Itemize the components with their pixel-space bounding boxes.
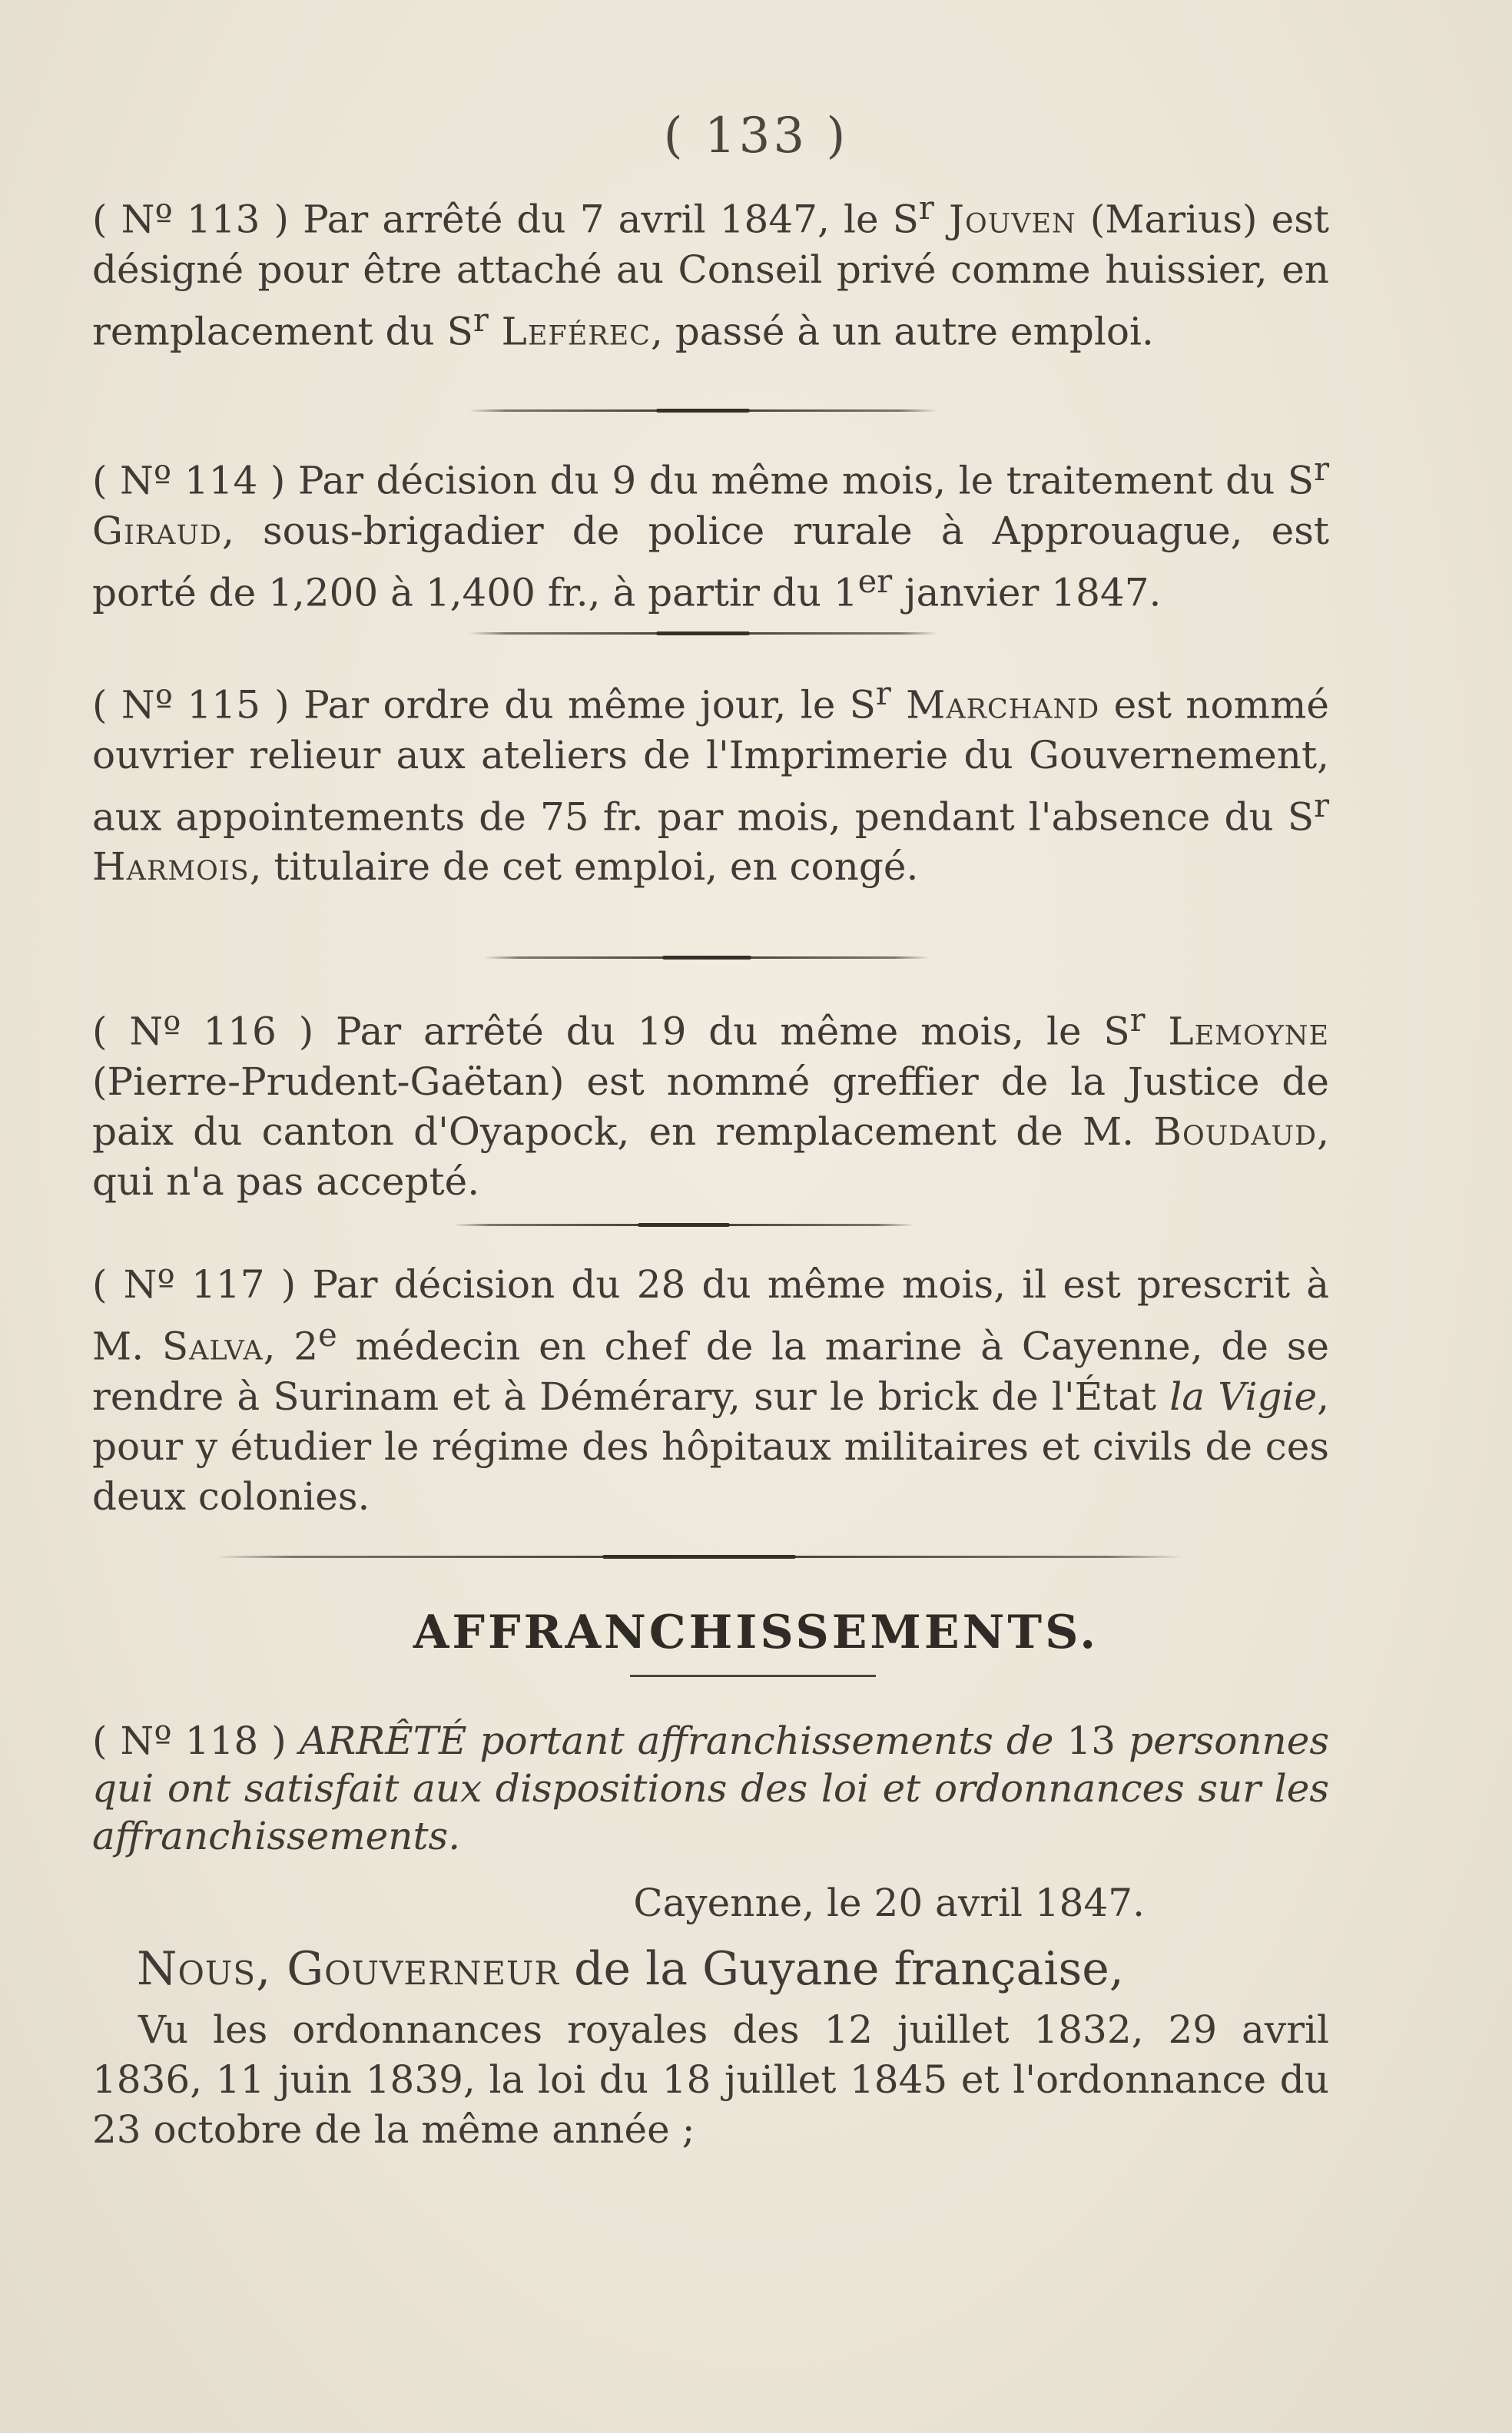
page-number: ( 133 ) — [663, 108, 849, 164]
entry-117: ( Nº 117 ) Par décision du 28 du même mois, il est prescrit à M. Salva, 2e médecin en chef de la marine à Cayenne, de se rendre à Surinam et à Démérary, sur le brick de l'État la Vigie, pour y étudier le régime des hôpitaux militaires et civils de ces deux colonies. — [92, 1262, 1330, 1519]
separator-rule — [469, 409, 937, 412]
person-name: Jouven — [933, 197, 1076, 242]
entry-115: ( Nº 115 ) Par ordre du même jour, le $S^r$ Marchand est nommé ouvrier relieur aux ateliers de l'Imprimerie du Gouvernement, aux appointements de 75 fr. par mois, pendant l'absence du $S^r$ Harmois, titulaire de cet emploi, en congé. — [92, 675, 1329, 890]
entry-116: ( Nº 116 ) Par arrêté du 19 du même mois, le $S^r$ Lemoyne (Pierre-Prudent-Gaëtan) est nommé greffier de la Justice de paix du canton d'Oyapock, en remplacement de M. Boudaud, qui n'a pas accepté. — [92, 1001, 1329, 1204]
person-name: Boudaud — [1153, 1109, 1318, 1154]
decree-visa: Vu les ordonnances royales des 12 juillet 1832, 29 avril 1836, 11 juin 1839, la loi du 18 juillet 1845 et l'ordonnance du 23 octobre de la même année ; — [92, 2007, 1329, 2152]
person-name: Marchand — [890, 682, 1100, 728]
entry-number: ( Nº 117 ) — [92, 1262, 297, 1307]
entry-number: ( Nº 113 ) — [92, 197, 290, 242]
ship-name: la Vigie — [1169, 1374, 1318, 1419]
person-name: Salva — [161, 1324, 264, 1369]
separator-rule — [484, 956, 930, 959]
person-name: Leférec — [488, 309, 651, 354]
person-name: Lemoyne — [1145, 1009, 1329, 1054]
section-separator-rule — [215, 1556, 1183, 1558]
separator-rule — [469, 632, 937, 635]
title-underline — [630, 1675, 876, 1677]
entry-113: ( Nº 113 ) Par arrêté du 7 avril 1847, le $S^r$ Jouven (Marius) est désigné pour être attaché au Conseil privé comme huissier, en remplacement du $S^r$ Leférec, passé à un autre emploi. — [92, 189, 1330, 354]
decree-date: Cayenne, le 20 avril 1847. — [633, 1881, 1145, 1925]
person-name: Giraud — [92, 508, 222, 553]
entry-number: ( Nº 118 ) — [92, 1719, 287, 1763]
entry-number: ( Nº 115 ) — [92, 682, 290, 728]
governor-line: Nous, Gouverneur de la Guyane française, — [137, 1942, 1124, 1996]
entry-number: ( Nº 114 ) — [92, 458, 286, 503]
entry-number: ( Nº 116 ) — [92, 1009, 314, 1054]
entry-118-heading: ( Nº 118 ) ARRÊTÉ portant affranchissements de 13 personnes qui ont satisfait aux dispositions des loi et ordonnances sur les affranchissements. — [92, 1719, 1330, 1858]
section-title: AFFRANCHISSEMENTS. — [413, 1606, 1099, 1659]
person-name: Harmois — [92, 844, 250, 890]
separator-rule — [453, 1224, 914, 1226]
entry-114: ( Nº 114 ) Par décision du 9 du même mois, le traitement du $S^r$ Giraud, sous-brigadier de police rurale à Approuague, est porté de 1,200 à 1,400 fr., à partir du 1er janvier 1847. — [92, 450, 1330, 615]
